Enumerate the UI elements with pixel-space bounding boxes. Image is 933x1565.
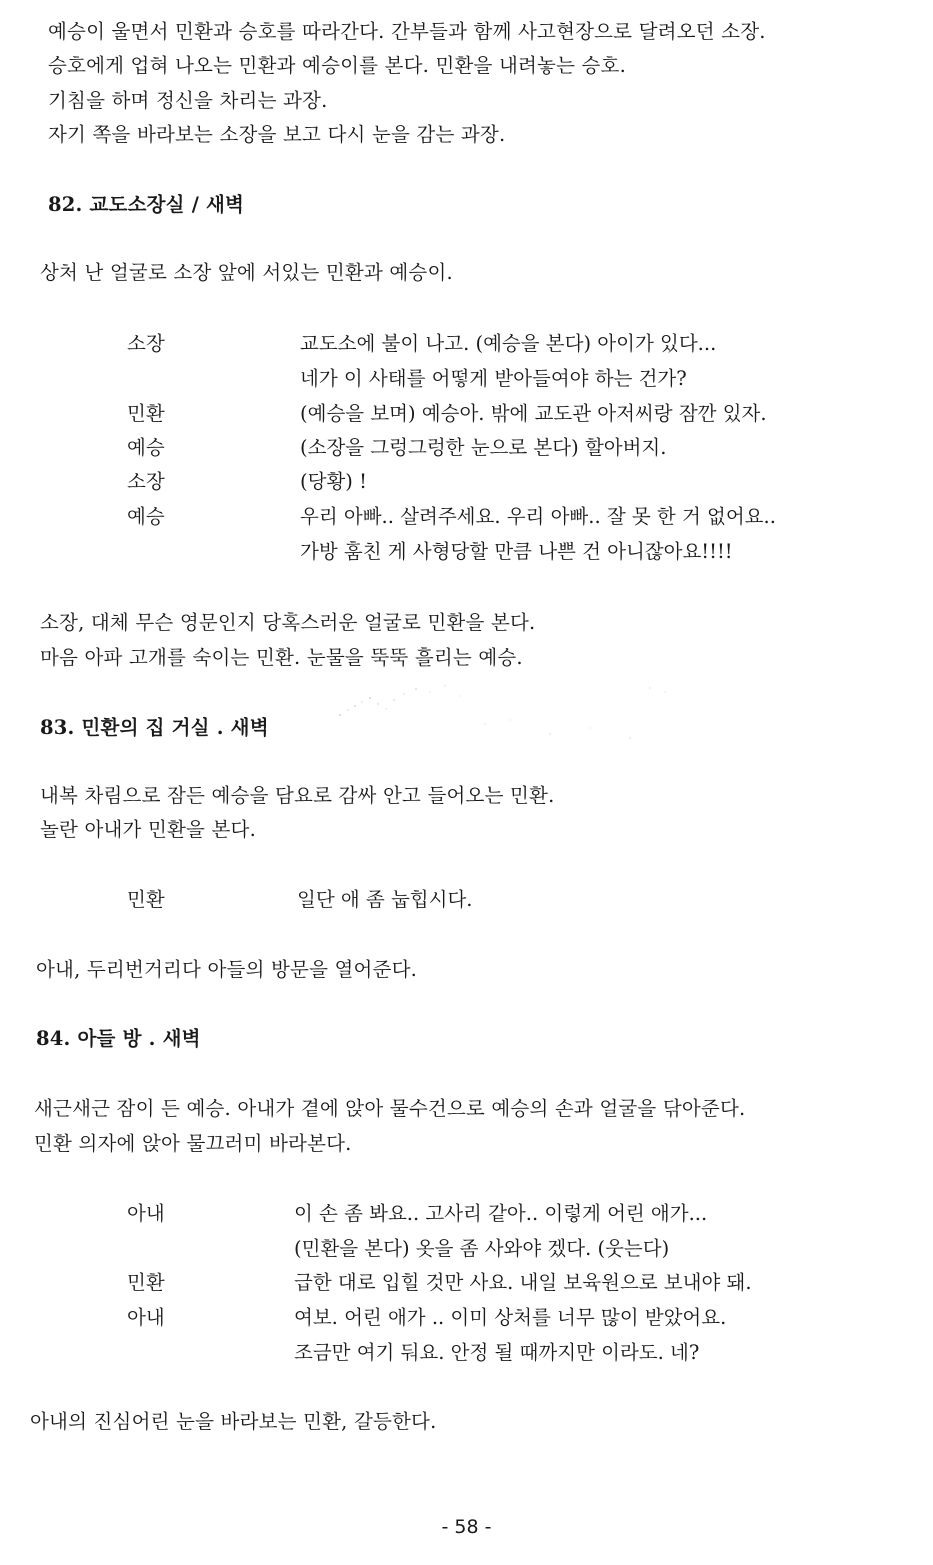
dialogue-line: 여보. 어린 애가 .. 이미 상처를 너무 많이 받았어요. xyxy=(294,1306,727,1329)
speaker-name: 민환 xyxy=(127,1271,165,1294)
action-line: 자기 쪽을 바라보는 소장을 보고 다시 눈을 감는 과장. xyxy=(48,123,506,146)
scene-heading-83: 83. 민환의 집 거실 . 새벽 xyxy=(40,716,269,739)
action-line: 아내, 두리번거리다 아들의 방문을 열어준다. xyxy=(36,958,418,981)
speaker-name: 민환 xyxy=(127,888,165,911)
action-line: 기침을 하며 정신을 차리는 과장. xyxy=(48,89,328,112)
speaker-name: 아내 xyxy=(127,1202,165,1225)
action-line: 마음 아파 고개를 숙이는 민환. 눈물을 뚝뚝 흘리는 예승. xyxy=(40,646,523,669)
dialogue-line: 교도소에 불이 나고. (예승을 본다) 아이가 있다... xyxy=(300,332,717,355)
scene-82-action: 상처 난 얼굴로 소장 앞에 서있는 민환과 예승이. xyxy=(40,261,453,284)
action-line: 소장, 대체 무슨 영문인지 당혹스러운 얼굴로 민환을 본다. xyxy=(40,611,536,634)
action-line: 아내의 진심어린 눈을 바라보는 민환, 갈등한다. xyxy=(30,1410,437,1433)
dialogue-line: 일단 애 좀 눕힙시다. xyxy=(297,888,473,911)
action-line: 민환 의자에 앉아 물끄러미 바라본다. xyxy=(34,1132,352,1155)
dialogue-line: 우리 아빠.. 살려주세요. 우리 아빠.. 잘 못 한 거 없어요.. xyxy=(300,505,776,528)
scene-heading-82: 82. 교도소장실 / 새벽 xyxy=(48,193,245,216)
dialogue-line: 네가 이 사태를 어떻게 받아들여야 하는 건가? xyxy=(300,367,687,390)
action-line: 예승이 울면서 민환과 승호를 따라간다. 간부들과 함께 사고현장으로 달려오던 소장. xyxy=(48,20,766,43)
dialogue-line: (소장을 그렁그렁한 눈으로 본다) 할아버지. xyxy=(300,436,667,459)
dialogue-line: 급한 대로 입힐 것만 사요. 내일 보육원으로 보내야 돼. xyxy=(294,1271,752,1294)
dialogue-line: (민환을 본다) 옷을 좀 사와야 겠다. (웃는다) xyxy=(294,1237,670,1260)
scan-noise xyxy=(320,680,680,750)
speaker-name: 예승 xyxy=(127,436,165,459)
dialogue-line: 이 손 좀 봐요.. 고사리 같아.. 이렇게 어린 애가... xyxy=(294,1202,708,1225)
action-line: 새근새근 잠이 든 예승. 아내가 곁에 앉아 물수건으로 예승의 손과 얼굴을 닦아준다. xyxy=(34,1097,746,1120)
speaker-name: 소장 xyxy=(127,470,165,493)
speaker-name: 소장 xyxy=(127,332,165,355)
speaker-name: 아내 xyxy=(127,1306,165,1329)
dialogue-line: (예승을 보며) 예승아. 밖에 교도관 아저씨랑 잠깐 있자. xyxy=(300,402,767,425)
speaker-name: 예승 xyxy=(127,505,165,528)
speaker-name: 민환 xyxy=(127,402,165,425)
action-line: 내복 차림으로 잠든 예승을 담요로 감싸 안고 들어오는 민환. xyxy=(40,784,555,807)
dialogue-line: 가방 훔친 게 사형당할 만큼 나쁜 건 아니잖아요!!!! xyxy=(300,540,733,563)
action-line: 놀란 아내가 민환을 본다. xyxy=(40,818,256,841)
action-line: 승호에게 업혀 나오는 민환과 예승이를 본다. 민환을 내려놓는 승호. xyxy=(48,54,626,77)
dialogue-line: (당황) ! xyxy=(300,470,367,493)
scene-heading-84: 84. 아들 방 . 새벽 xyxy=(36,1027,201,1050)
page-number: - 58 - xyxy=(441,1516,492,1538)
dialogue-line: 조금만 여기 둬요. 안정 될 때까지만 이라도. 네? xyxy=(294,1341,700,1364)
